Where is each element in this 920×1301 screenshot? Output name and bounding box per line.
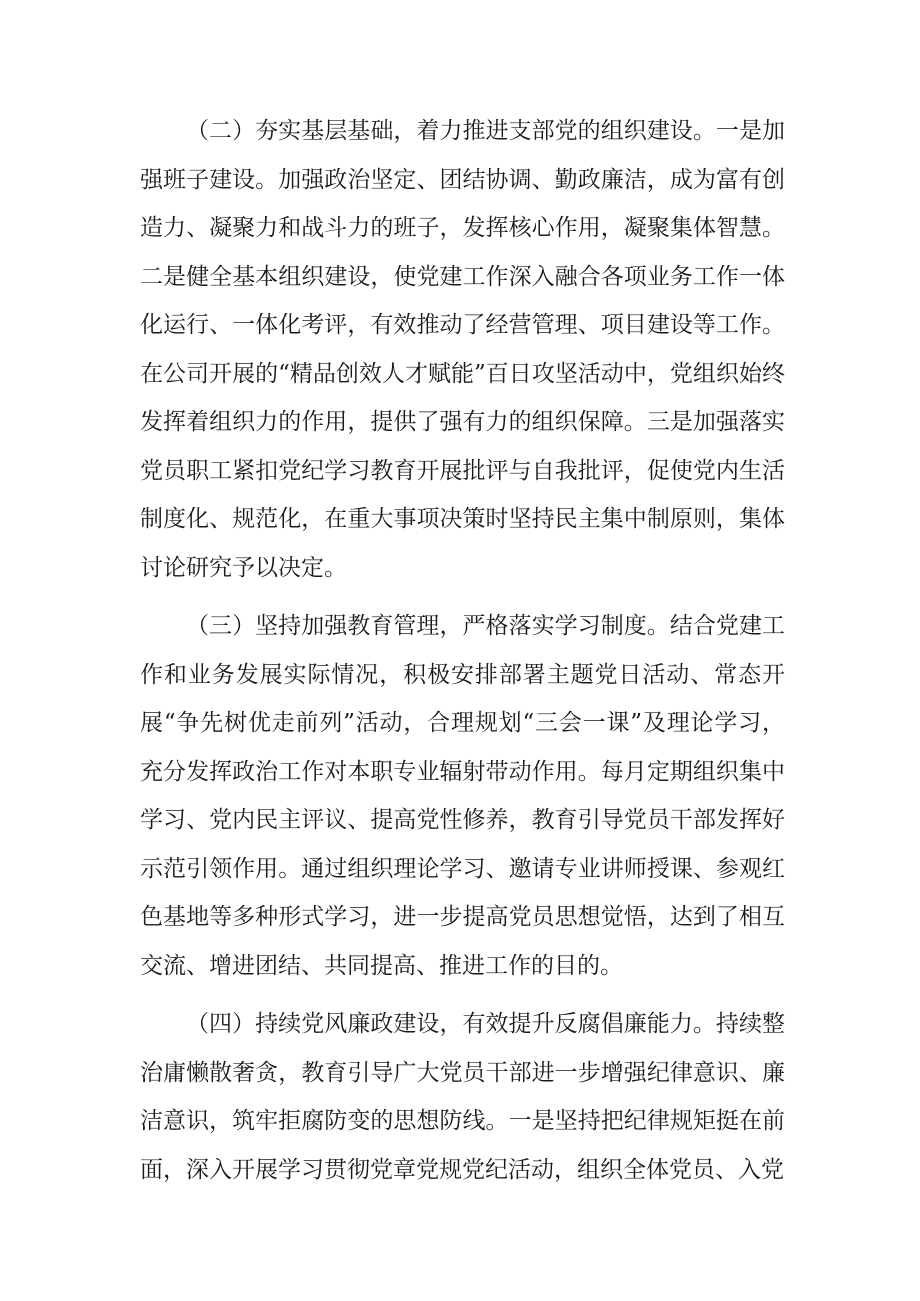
paragraph-education-management: （三）坚持加强教育管理，严格落实学习制度。结合党建工作和业务发展实际情况，积极安排部署主题党日活动、常态开展“争先树优走前列”活动，合理规划“三会一课”及理论学习，充分发挥政治工作对本职专业辐射带动作用。每月定期组织集中学习、党内民主评议、提高党性修养，教育引导党员干部发挥好示范引领作用。通过组织理论学习、邀请专业讲师授课、参观红色基地等多种形式学习，进一步提高党员思想觉悟，达到了相互交流、增进团结、共同提高、推进工作的目的。 xyxy=(140,613,785,979)
paragraph-party-conduct: （四）持续党风廉政建设，有效提升反腐倡廉能力。持续整治庸懒散奢贪，教育引导广大党员干部进一步增强纪律意识、廉洁意识，筑牢拒腐防变的思想防线。一是坚持把纪律规矩挺在前面，深入开展学习贯彻党章党规党纪活动，组织全体党员、入党 xyxy=(140,1011,785,1183)
document-page xyxy=(140,107,785,1194)
paragraph-strengthen-grassroots: （二）夯实基层基础，着力推进支部党的组织建设。一是加强班子建设。加强政治坚定、团结协调、勤政廉洁，成为富有创造力、凝聚力和战斗力的班子，发挥核心作用，凝聚集体智慧。二是健全基本组织建设，使党建工作深入融合各项业务工作一体化运行、一体化考评，有效推动了经营管理、项目建设等工作。在公司开展的“精品创效人才赋能”百日攻坚活动中，党组织始终发挥着组织力的作用，提供了强有力的组织保障。三是加强落实党员职工紧扣党纪学习教育开展批评与自我批评，促使党内生活制度化、规范化，在重大事项决策时坚持民主集中制原则，集体讨论研究予以决定。 xyxy=(140,118,785,581)
